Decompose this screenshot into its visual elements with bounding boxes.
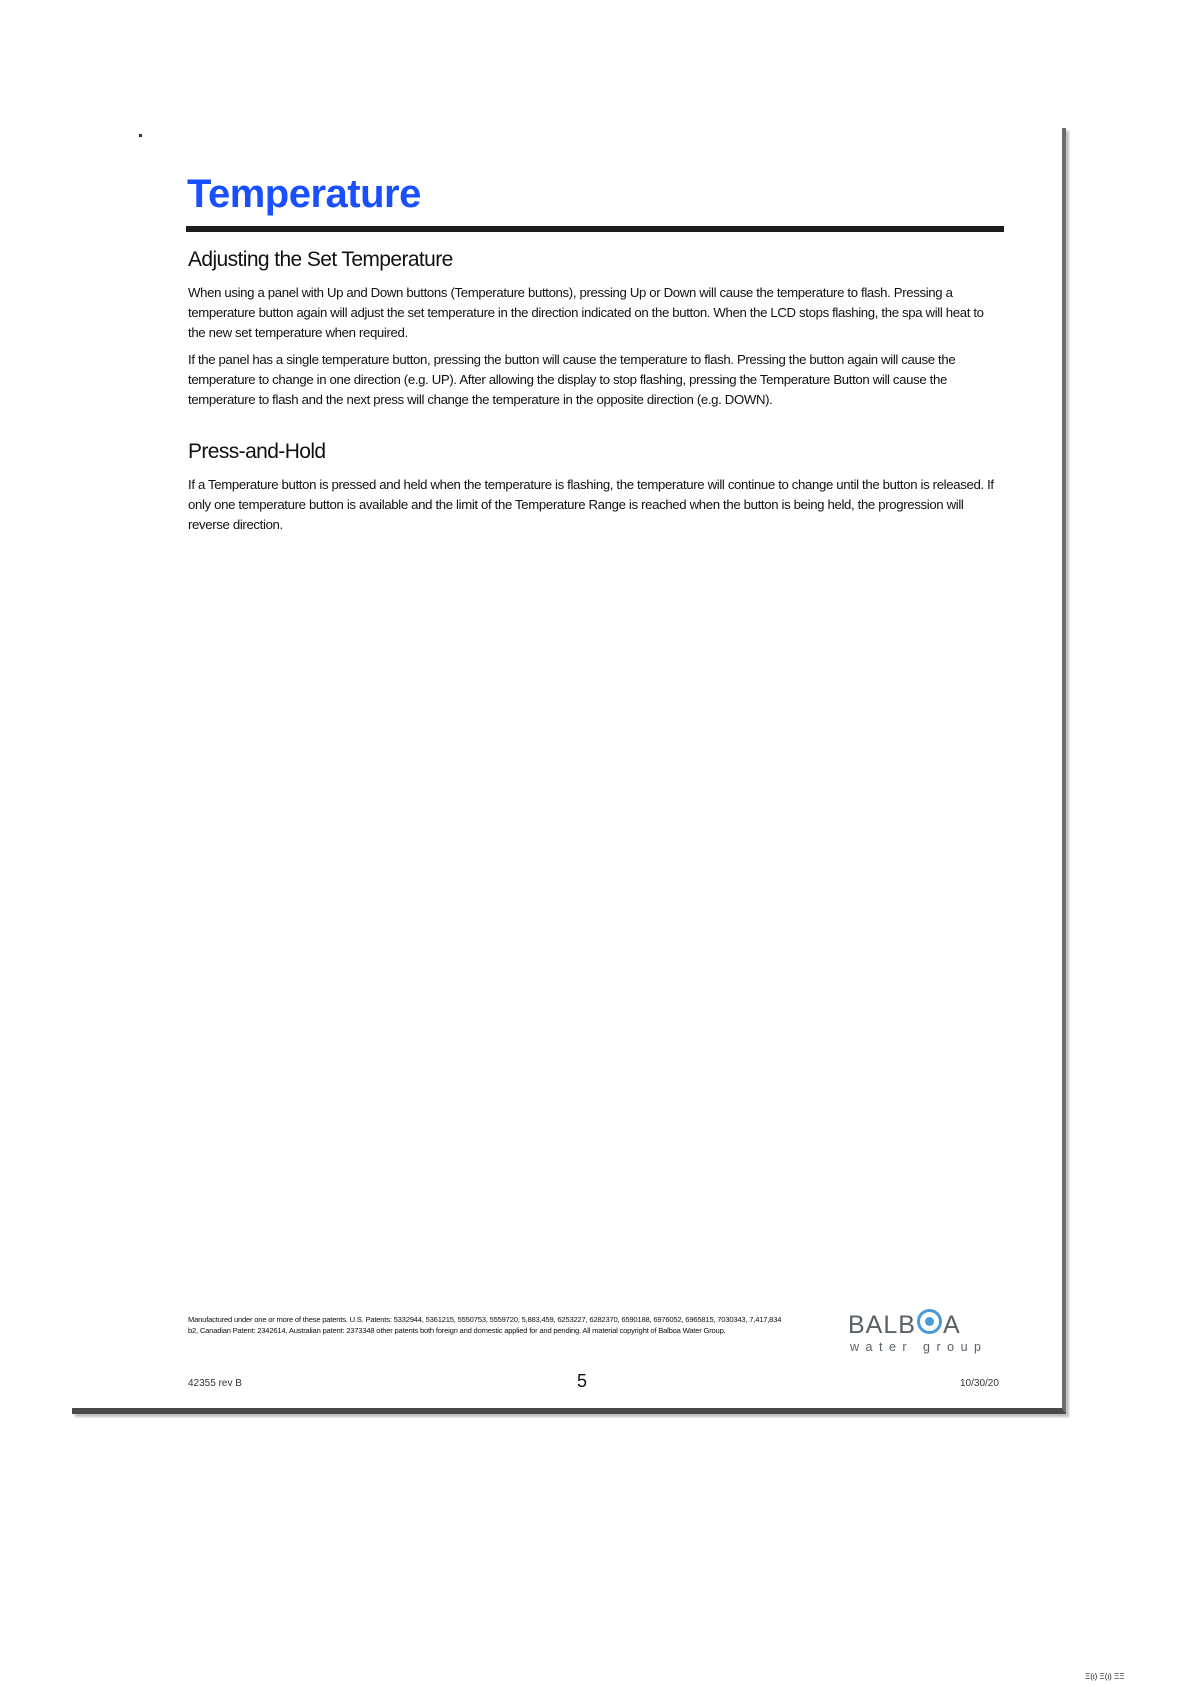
- section-paragraph: If a Temperature button is pressed and held when the temperature is flashing, the temperature will continue to change until the button is released. If only one temperature button is available and the limit of the Temperature Range is reached when the button is being held, the progression will reverse direction.: [188, 477, 994, 532]
- document-number: 42355 rev B: [188, 1378, 242, 1389]
- section-paragraph: If the panel has a single temperature button, pressing the button will cause the temperature to flash. Pressing the button again will cause the temperature to change in one direction (e.g. UP). After allowing the display to stop flashing, pressing the Temperature Button will cause the temperature to flash and the next press will change the temperature in the opposite direction (e.g. DOWN).: [188, 352, 956, 407]
- document-page: [72, 128, 1066, 1414]
- revision-date: 10/30/20: [960, 1378, 999, 1389]
- section-press-and-hold: [188, 440, 1004, 542]
- logo-wordmark: BALB A: [848, 1311, 961, 1339]
- corner-artifact-text: Ξ(ι) Ξ(ι) ΞΞ: [1085, 1672, 1125, 1681]
- page-number: 5: [577, 1371, 588, 1391]
- patent-notice: Manufactured under one or more of these patents. U.S. Patents: 5332944, 5361215, 5550753, 5559720, 5,883,459, 6253227, 6282370, 6590188, 6976052, 6965815, 7030343, 7,417,834 b2, Canadian Patent: 2342614, Australian patent: 2373348 other patents both foreign and domestic applied for and pending. All material copyright of Balboa Water Group.: [188, 1315, 782, 1335]
- section-paragraph: When using a panel with Up and Down buttons (Temperature buttons), pressing Up or Down will cause the temperature to flash. Pressing a temperature button again will adjust the set temperature in the direction indicated on the button. When the LCD stops flashing, the spa will heat to the new set temperature when required.: [188, 285, 984, 340]
- section-heading: Adjusting the Set Temperature: [188, 248, 453, 271]
- section-heading: Press-and-Hold: [188, 440, 326, 463]
- section-adjusting-set-temperature: [188, 248, 1004, 417]
- balboa-logo: [848, 1309, 1008, 1359]
- logo-o-icon: [917, 1309, 942, 1334]
- stray-dot: [139, 134, 142, 137]
- page-title: Temperature: [187, 172, 421, 216]
- title-rule: [186, 226, 1004, 232]
- logo-tagline: water group: [850, 1340, 988, 1354]
